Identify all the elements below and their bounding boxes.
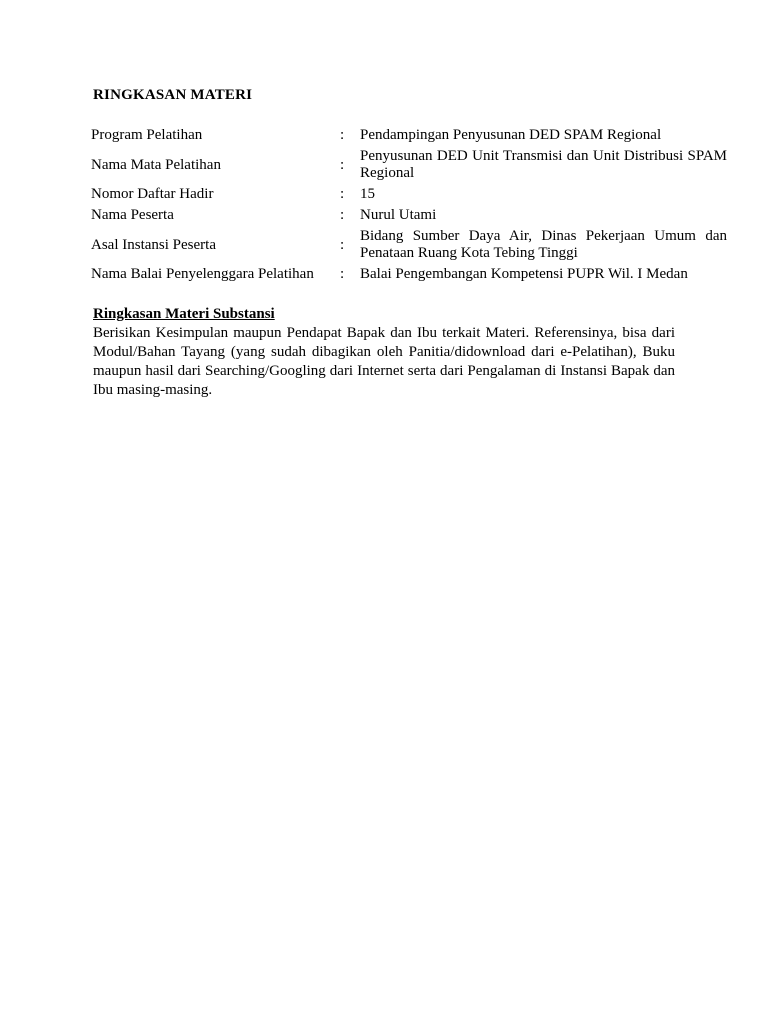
info-colon: :: [340, 236, 345, 253]
info-colon: :: [340, 186, 345, 202]
summary-heading: Ringkasan Materi Substansi: [93, 306, 275, 322]
info-label: Asal Instansi Peserta: [91, 236, 216, 253]
info-row-nomor-daftar-hadir: [89, 184, 729, 205]
info-colon: :: [340, 127, 345, 143]
info-value: 15: [360, 186, 375, 202]
info-table: [89, 125, 729, 285]
info-label: Nama Mata Pelatihan: [91, 156, 221, 173]
document-title: RINGKASAN MATERI: [93, 87, 253, 103]
info-colon: :: [340, 207, 345, 223]
info-row-program: [89, 125, 729, 146]
info-label: Nomor Daftar Hadir: [91, 186, 214, 202]
info-value: Nurul Utami: [360, 207, 437, 223]
info-colon: :: [340, 156, 345, 173]
info-label: Program Pelatihan: [91, 127, 203, 143]
summary-section: [93, 305, 675, 400]
info-row-balai-penyelenggara: [89, 264, 729, 285]
info-value: Balai Pengembangan Kompetensi PUPR Wil. I Medan: [360, 266, 688, 282]
info-label: Nama Balai Penyelenggara Pelatihan: [91, 266, 314, 282]
info-row-asal-instansi: [89, 226, 729, 264]
info-label: Nama Peserta: [91, 207, 174, 223]
info-value: Pendampingan Penyusunan DED SPAM Regional: [360, 127, 662, 143]
info-value: Bidang Sumber Daya Air, Dinas Pekerjaan Umum dan Penataan Ruang Kota Tebing Tinggi: [360, 228, 727, 261]
summary-body: Berisikan Kesimpulan maupun Pendapat Bapak dan Ibu terkait Materi. Referensinya, bisa dari Modul/Bahan Tayang (yang sudah dibagikan oleh Panitia/didownload dari e-Pelatihan), Buku maupun hasil dari Searching/Googling dari Internet serta dari Pengalaman di Instansi Bapak dan Ibu masing-masing.: [93, 325, 675, 398]
info-colon: :: [340, 266, 345, 282]
info-value: Penyusunan DED Unit Transmisi dan Unit Distribusi SPAM Regional: [360, 148, 727, 181]
info-row-mata-pelatihan: [89, 146, 729, 184]
info-row-nama-peserta: [89, 205, 729, 226]
